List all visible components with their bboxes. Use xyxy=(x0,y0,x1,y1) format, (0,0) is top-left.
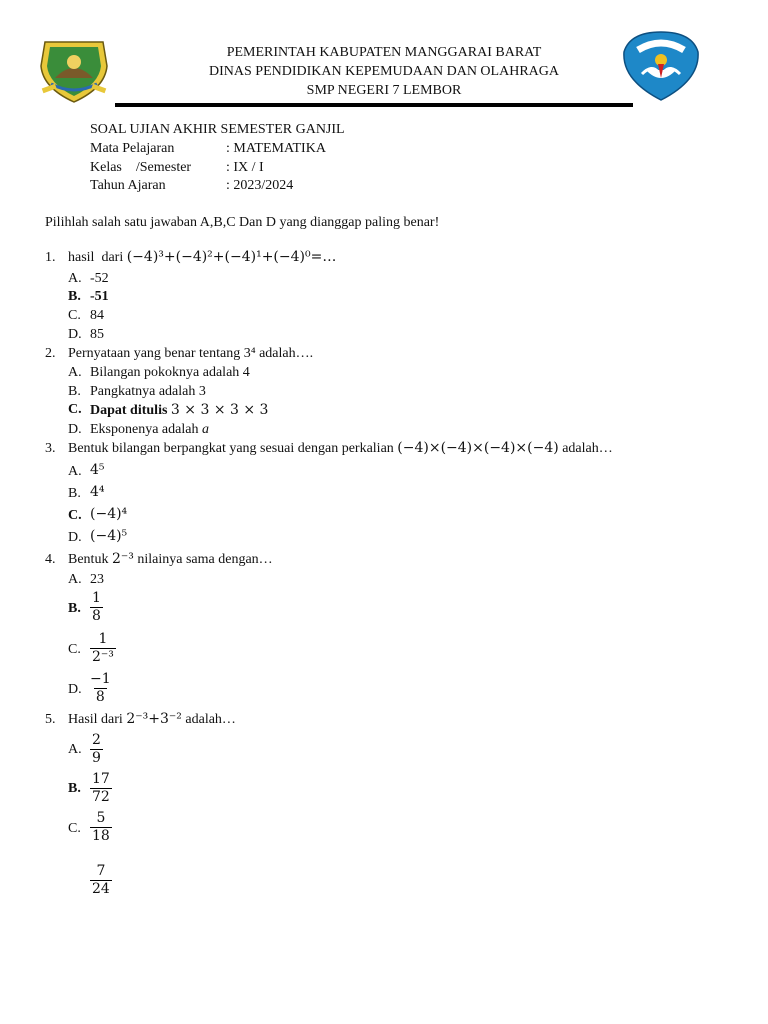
option-label: A. xyxy=(68,271,82,286)
numerator: 2 xyxy=(92,732,101,748)
question-5-text xyxy=(68,711,236,728)
question-text: Hasil dari xyxy=(68,712,123,727)
numerator: 5 xyxy=(96,810,106,826)
option-label: A. xyxy=(68,572,82,587)
option-label: B. xyxy=(68,289,81,304)
option-label: C. xyxy=(68,308,81,323)
question-number: 2. xyxy=(45,346,56,361)
subject-value: : MATEMATIKA xyxy=(226,141,326,156)
question-3-text xyxy=(68,440,613,457)
option-b-answer xyxy=(90,590,103,625)
question-number: 5. xyxy=(45,712,56,727)
year-label: Tahun Ajaran xyxy=(90,178,166,193)
option-label: C. xyxy=(68,402,82,417)
option-c-answer xyxy=(90,402,268,419)
option-c: 84 xyxy=(90,308,104,323)
option-d: 85 xyxy=(90,327,104,342)
option-c xyxy=(90,631,116,666)
year-value: : 2023/2024 xyxy=(226,178,294,193)
option-b: Pangkatnya adalah 3 xyxy=(90,384,206,399)
option-d xyxy=(90,422,209,438)
option-label: C. xyxy=(68,642,81,657)
option-a: 23 xyxy=(90,572,104,587)
question-tail: nilainya sama dengan… xyxy=(137,552,273,567)
denominator: 8 xyxy=(92,608,101,624)
instruction: Pilihlah salah satu jawaban A,B,C Dan D yang dianggap paling benar! xyxy=(45,215,440,230)
question-4-text xyxy=(68,551,273,568)
header-line-1: PEMERINTAH KABUPATEN MANGGARAI BARAT xyxy=(226,45,542,60)
option-label: D. xyxy=(68,327,82,342)
question-expression: 2⁻³ xyxy=(111,551,134,567)
option-expression: 3 × 3 × 3 × 3 xyxy=(170,402,269,418)
class-value: : IX / I xyxy=(226,160,264,175)
option-label: B. xyxy=(68,384,81,399)
question-number: 1. xyxy=(45,250,56,265)
option-a xyxy=(90,732,103,767)
denominator: 72 xyxy=(92,789,110,805)
option-b: 4⁴ xyxy=(90,484,105,500)
question-text: Bentuk bilangan berpangkat yang sesuai dengan perkalian xyxy=(68,441,394,456)
denominator: 24 xyxy=(92,881,110,897)
option-label: D. xyxy=(68,530,82,545)
option-text: Dapat ditulis xyxy=(90,403,168,418)
option-b-answer: -51 xyxy=(90,289,109,304)
option-c xyxy=(90,810,112,845)
class-label: Kelas /Semester xyxy=(90,160,192,175)
district-logo xyxy=(37,38,111,104)
denominator: 9 xyxy=(92,750,101,766)
tut-wuri-handayani-logo xyxy=(622,30,700,102)
numerator: 1 xyxy=(92,590,101,606)
option-variable: a xyxy=(201,422,209,437)
option-text: Eksponenya adalah xyxy=(90,422,199,437)
option-label: A. xyxy=(68,464,82,479)
option-label: B. xyxy=(68,781,81,796)
option-label: B. xyxy=(68,601,81,616)
option-a: -52 xyxy=(90,271,109,286)
option-label: C. xyxy=(68,821,81,836)
denominator: 2⁻³ xyxy=(92,649,114,665)
option-d: (−4)⁵ xyxy=(90,528,128,544)
numerator: 7 xyxy=(96,863,106,879)
subject-label: Mata Pelajaran xyxy=(90,141,175,156)
question-2-text: Pernyataan yang benar tentang 3⁴ adalah…. xyxy=(68,346,314,361)
numerator: 17 xyxy=(92,771,110,787)
option-d xyxy=(90,671,111,706)
numerator: −1 xyxy=(90,671,111,687)
question-number: 4. xyxy=(45,552,56,567)
header-line-2: DINAS PENDIDIKAN KEPEMUDAAN DAN OLAHRAGA xyxy=(209,64,559,79)
option-label: D. xyxy=(68,422,82,437)
option-d xyxy=(90,863,112,898)
question-tail: adalah… xyxy=(562,441,613,456)
numerator: 1 xyxy=(98,631,108,647)
option-c-answer: (−4)⁴ xyxy=(90,506,128,522)
header-divider xyxy=(115,103,633,107)
option-a: 4⁵ xyxy=(90,462,105,478)
question-text: hasil dari xyxy=(68,250,124,265)
option-label: D. xyxy=(68,682,82,697)
question-expression: (−4)×(−4)×(−4)×(−4) xyxy=(397,440,559,456)
question-number: 3. xyxy=(45,441,56,456)
option-a: Bilangan pokoknya adalah 4 xyxy=(90,365,250,380)
question-expression: 2⁻³+3⁻² xyxy=(126,711,182,727)
option-label: A. xyxy=(68,365,82,380)
question-text: Bentuk xyxy=(68,552,109,567)
question-1-text xyxy=(68,249,336,266)
denominator: 8 xyxy=(95,689,105,705)
header-line-3: SMP NEGERI 7 LEMBOR xyxy=(306,83,462,98)
option-b-answer xyxy=(90,771,112,806)
exam-title: SOAL UJIAN AKHIR SEMESTER GANJIL xyxy=(90,122,345,137)
denominator: 18 xyxy=(92,828,110,844)
question-expression: (−4)³+(−4)²+(−4)¹+(−4)⁰=… xyxy=(126,249,337,265)
option-label: B. xyxy=(68,486,81,501)
option-label: C. xyxy=(68,508,82,523)
option-label: A. xyxy=(68,742,82,757)
question-tail: adalah… xyxy=(185,712,236,727)
